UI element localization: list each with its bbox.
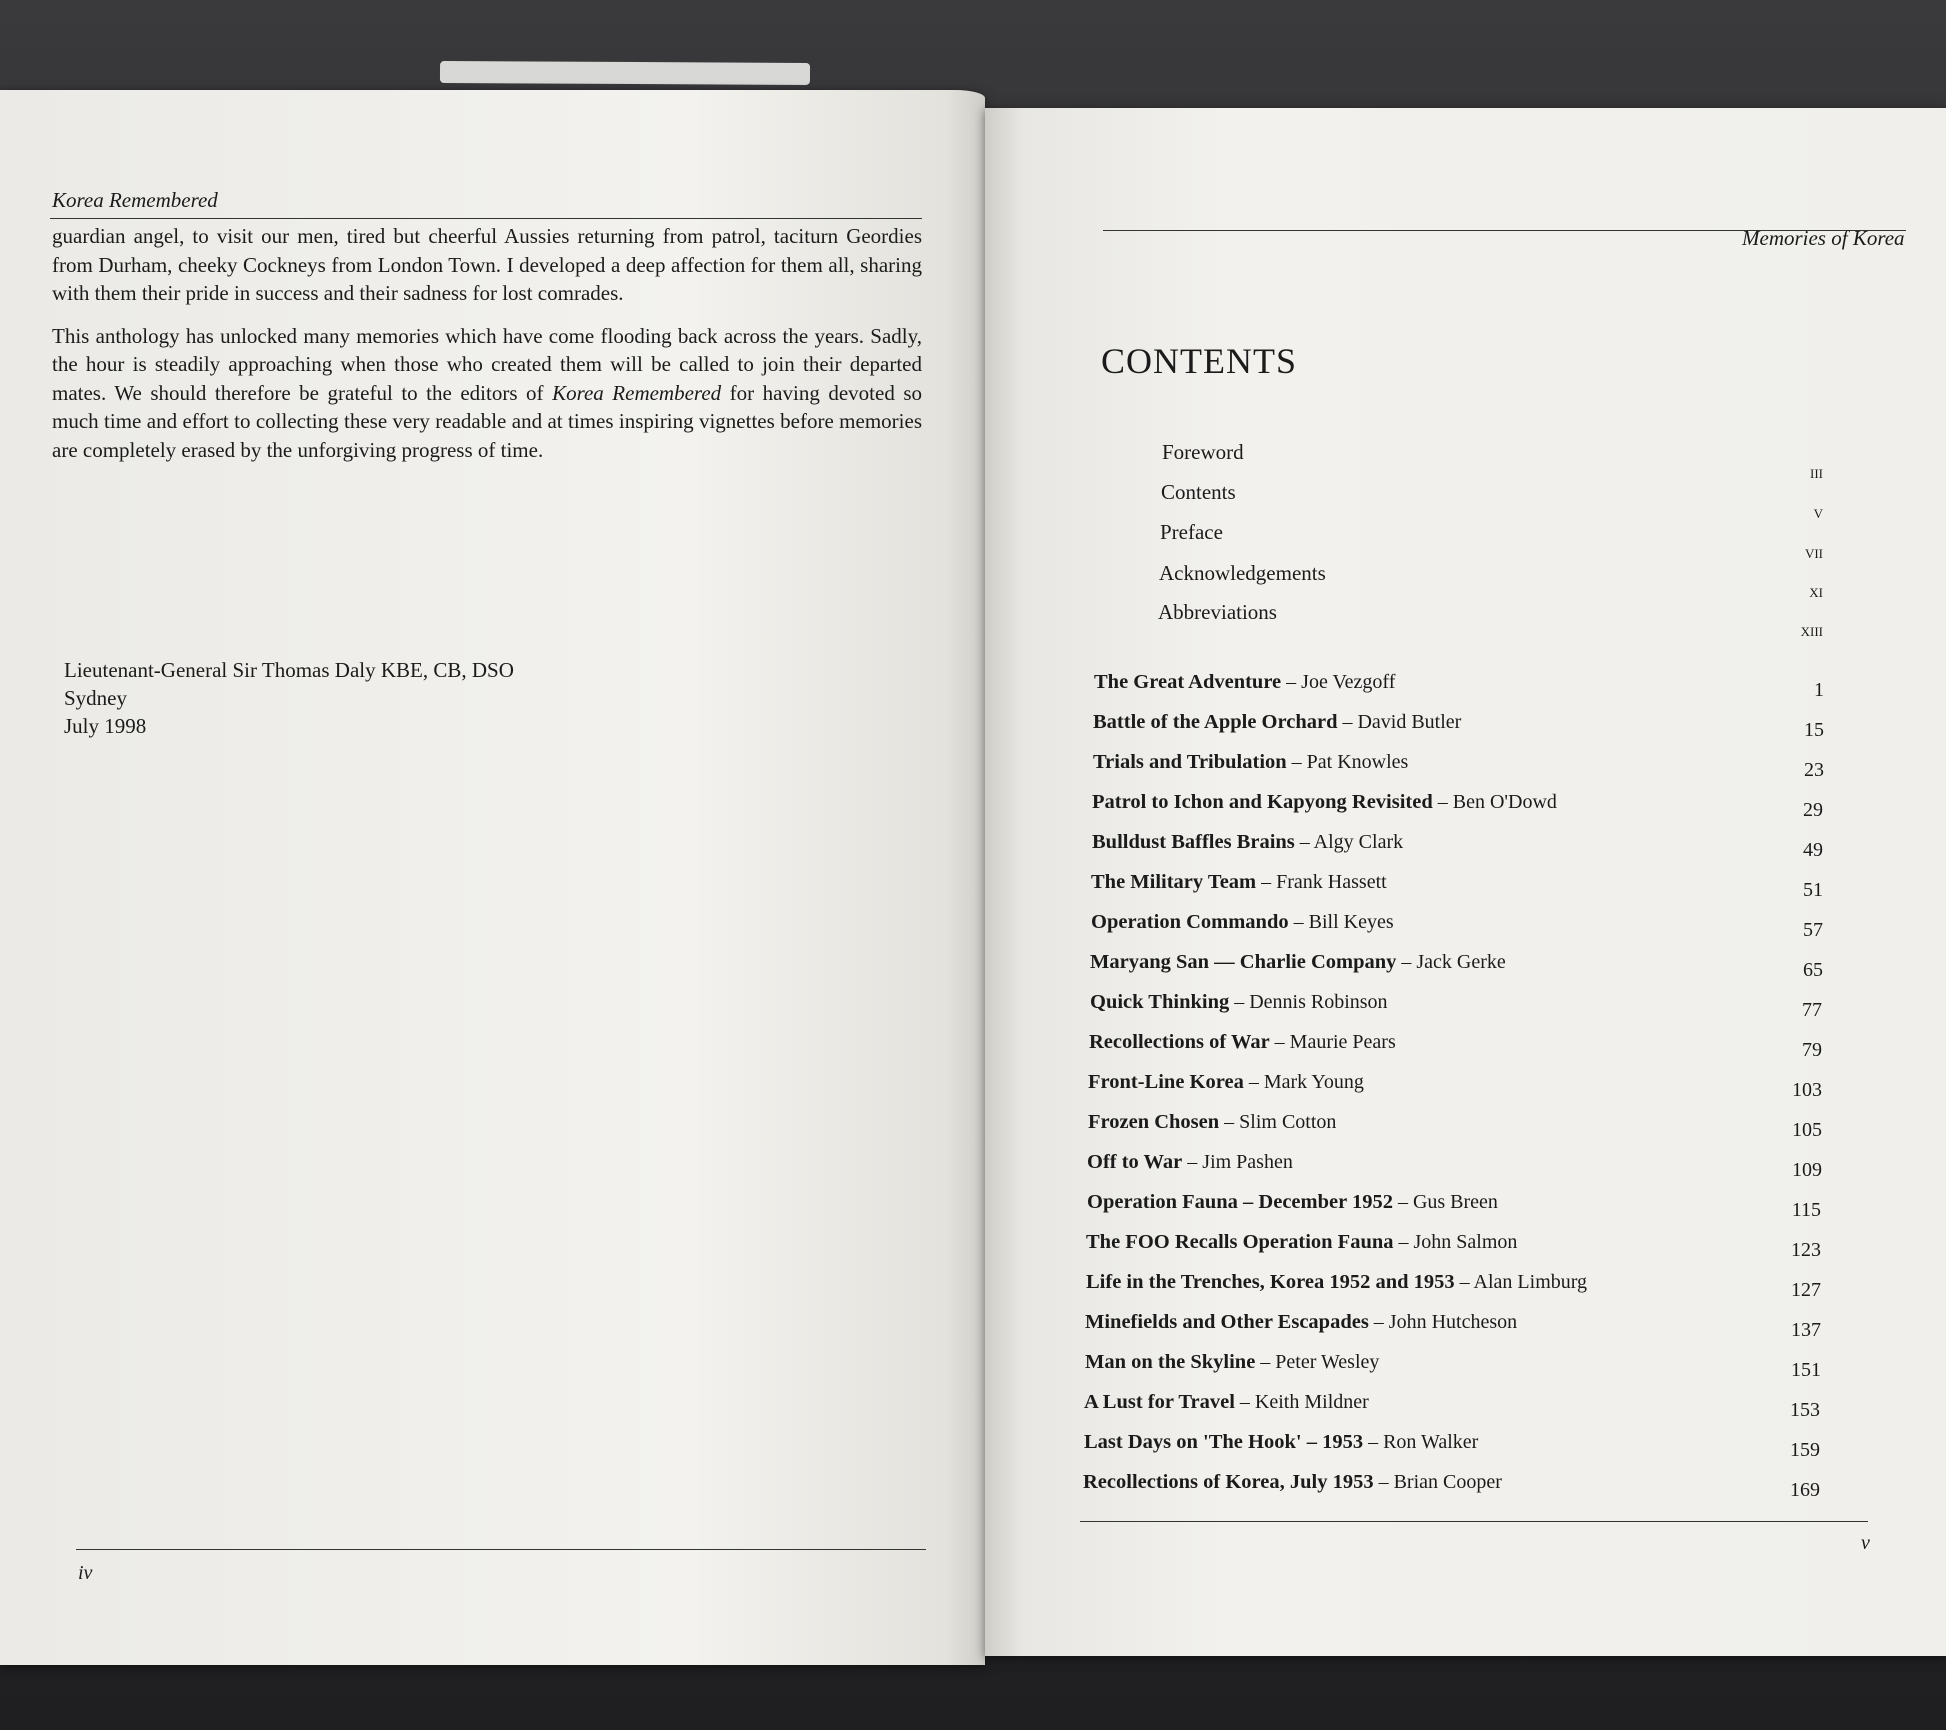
toc-entry-page: 153 [1790,1399,1820,1421]
toc-entry-title: Minefields and Other Escapades [1085,1311,1369,1333]
footer-rule-right [1080,1521,1868,1522]
toc-entry [1091,871,1387,894]
toc-entry-author: – Brian Cooper [1373,1471,1502,1493]
toc-entry-author: – David Butler [1337,711,1462,733]
toc-entry [1090,951,1506,974]
toc-entry [1085,1351,1379,1374]
toc-entry-title: Operation Fauna – December 1952 [1087,1191,1393,1213]
toc-entry-title: The Great Adventure [1094,671,1282,693]
toc-entry-author: – Joe Vezgoff [1281,671,1396,693]
toc-entry-author: – Bill Keyes [1288,911,1394,933]
toc-entry-page: 65 [1803,959,1823,981]
front-matter-label: Acknowledgements [1159,561,1326,585]
book-title-italic: Korea Remembered [552,380,722,405]
toc-entry [1094,671,1395,694]
toc-entry-title: Patrol to Ichon and Kapyong Revisited [1092,791,1433,813]
toc-entry [1088,1111,1336,1134]
toc-entry-page: 151 [1791,1359,1821,1381]
toc-entry [1086,1271,1587,1294]
toc-entry [1083,1471,1502,1494]
toc-entry [1092,831,1403,854]
toc-entry-title: Front-Line Korea [1088,1071,1244,1093]
toc-entry [1090,991,1388,1014]
paragraph-1: guardian angel, to visit our men, tired but cheerful Aussies returning from patrol, taciturn Geordies from Durham, cheeky Cockneys from London Town. I developed a deep affection for them all, sharing with them their pride in success and their sadness for lost comrades. [52,224,922,305]
front-matter-label: Contents [1161,480,1236,504]
toc-entry-title: Trials and Tribulation [1093,751,1287,773]
toc-entry-author: – Ron Walker [1363,1431,1479,1453]
toc-entry-page: 137 [1791,1319,1821,1341]
toc-entry-title: The Military Team [1091,871,1257,893]
toc-entry-title: The FOO Recalls Operation Fauna [1086,1231,1394,1253]
toc-entry [1088,1071,1364,1094]
toc-entry-page: 29 [1803,799,1823,821]
toc-entry-author: – Slim Cotton [1219,1111,1337,1133]
toc-entry-title: Maryang San — Charlie Company [1090,951,1397,973]
toc-entry-author: – John Hutcheson [1368,1311,1518,1333]
paragraph-2: This anthology has unlocked many memories which have come flooding back across the years. Sadly, the hour is steadily approaching when those who created them will be called to join their departed mates. We should therefore be grateful to the editors of Korea Remembered for having devoted so much time and effort to collecting these very readable and at times inspiring vignettes before memories are completely erased by the unforgiving progress of time. [52,323,923,462]
toc-entry-author: – Jack Gerke [1396,951,1506,973]
toc-entry-title: Battle of the Apple Orchard [1093,711,1338,733]
toc-entry [1084,1431,1478,1454]
toc-entry-author: – Keith Mildner [1234,1391,1369,1413]
front-matter-label: Abbreviations [1158,600,1277,624]
toc-entry [1089,1031,1396,1054]
toc-entry-author: – Algy Clark [1294,831,1404,853]
toc-entry-author: – Dennis Robinson [1229,991,1388,1013]
toc-entry-page: 51 [1803,879,1823,901]
left-page [0,90,985,1665]
front-matter-page: v [1813,502,1823,523]
toc-entry-title: Quick Thinking [1090,991,1230,1013]
header-rule-left [50,218,922,219]
contents-title: CONTENTS [1101,341,1297,381]
toc-entry-page: 127 [1791,1279,1821,1301]
toc-entry-author: – Jim Pashen [1182,1151,1293,1173]
toc-entry-page: 15 [1804,719,1824,741]
toc-entry-page: 49 [1803,839,1823,861]
toc-entry-page: 169 [1790,1479,1820,1501]
toc-entry-author: – Gus Breen [1392,1191,1498,1213]
front-matter-page: vii [1804,542,1823,563]
toc-entry-author: – Pat Knowles [1286,751,1409,773]
signature-place: Sydney [64,686,127,710]
toc-entry-page: 103 [1792,1079,1822,1101]
toc-entry-title: Off to War [1087,1151,1183,1173]
front-matter-page: iii [1810,462,1823,483]
toc-entry [1087,1151,1293,1174]
toc-entry-page: 23 [1804,759,1824,781]
toc-entry-title: Recollections of War [1089,1031,1270,1053]
toc-entry [1086,1231,1517,1254]
foreword-text [52,222,922,478]
toc-entry [1092,791,1557,814]
toc-entry-author: – John Salmon [1393,1231,1518,1253]
toc-entry-title: Recollections of Korea, July 1953 [1083,1471,1374,1493]
toc-entry-page: 123 [1791,1239,1821,1261]
toc-entry-title: A Lust for Travel [1084,1391,1235,1413]
toc-entry-page: 159 [1790,1439,1820,1461]
toc-entry-author: – Maurie Pears [1269,1031,1396,1053]
toc-entry [1085,1311,1517,1334]
toc-entry-title: Last Days on 'The Hook' – 1953 [1084,1431,1364,1453]
toc-entry [1091,911,1394,934]
signature-date: July 1998 [64,714,147,738]
toc-entry [1084,1391,1369,1414]
toc-entry-title: Bulldust Baffles Brains [1092,831,1295,853]
toc-entry-page: 115 [1791,1199,1821,1221]
toc-entry-title: Frozen Chosen [1088,1111,1220,1133]
page-number-left: iv [78,1562,93,1584]
front-matter-label: Preface [1160,520,1223,544]
toc-entry-title: Man on the Skyline [1085,1351,1256,1373]
running-head-left: Korea Remembered [52,188,218,212]
front-matter-page: xi [1809,581,1823,602]
toc-entry-author: – Peter Wesley [1255,1351,1380,1373]
toc-entry-page: 79 [1802,1039,1822,1061]
toc-entry-author: – Frank Hassett [1256,871,1387,893]
toc-entry-author: – Mark Young [1243,1071,1364,1093]
toc-entry [1093,751,1408,774]
toc-entry-author: – Alan Limburg [1454,1271,1588,1293]
footer-rule-left [76,1549,926,1550]
toc-entry-page: 105 [1792,1119,1822,1141]
front-matter-page: xiii [1800,620,1823,641]
toc-entry [1093,711,1461,734]
toc-entry-page: 1 [1814,679,1824,701]
toc-entry-author: – Ben O'Dowd [1432,791,1557,813]
toc-entry-page: 109 [1792,1159,1822,1181]
page-number-right: v [1861,1532,1870,1554]
right-page [985,108,1946,1656]
signature-block [64,656,514,740]
signature-name: Lieutenant-General Sir Thomas Daly KBE, CB, DSO [64,658,514,682]
toc-entry [1087,1191,1498,1214]
toc-entry-title: Operation Commando [1091,911,1289,933]
toc-entry-page: 57 [1803,919,1823,941]
book-cover-edge [440,61,810,85]
toc-entry-title: Life in the Trenches, Korea 1952 and 1953 [1086,1271,1455,1293]
front-matter-label: Foreword [1162,440,1244,464]
running-head-right: Memories of Korea [1742,226,1905,250]
toc-entry-page: 77 [1802,999,1822,1021]
